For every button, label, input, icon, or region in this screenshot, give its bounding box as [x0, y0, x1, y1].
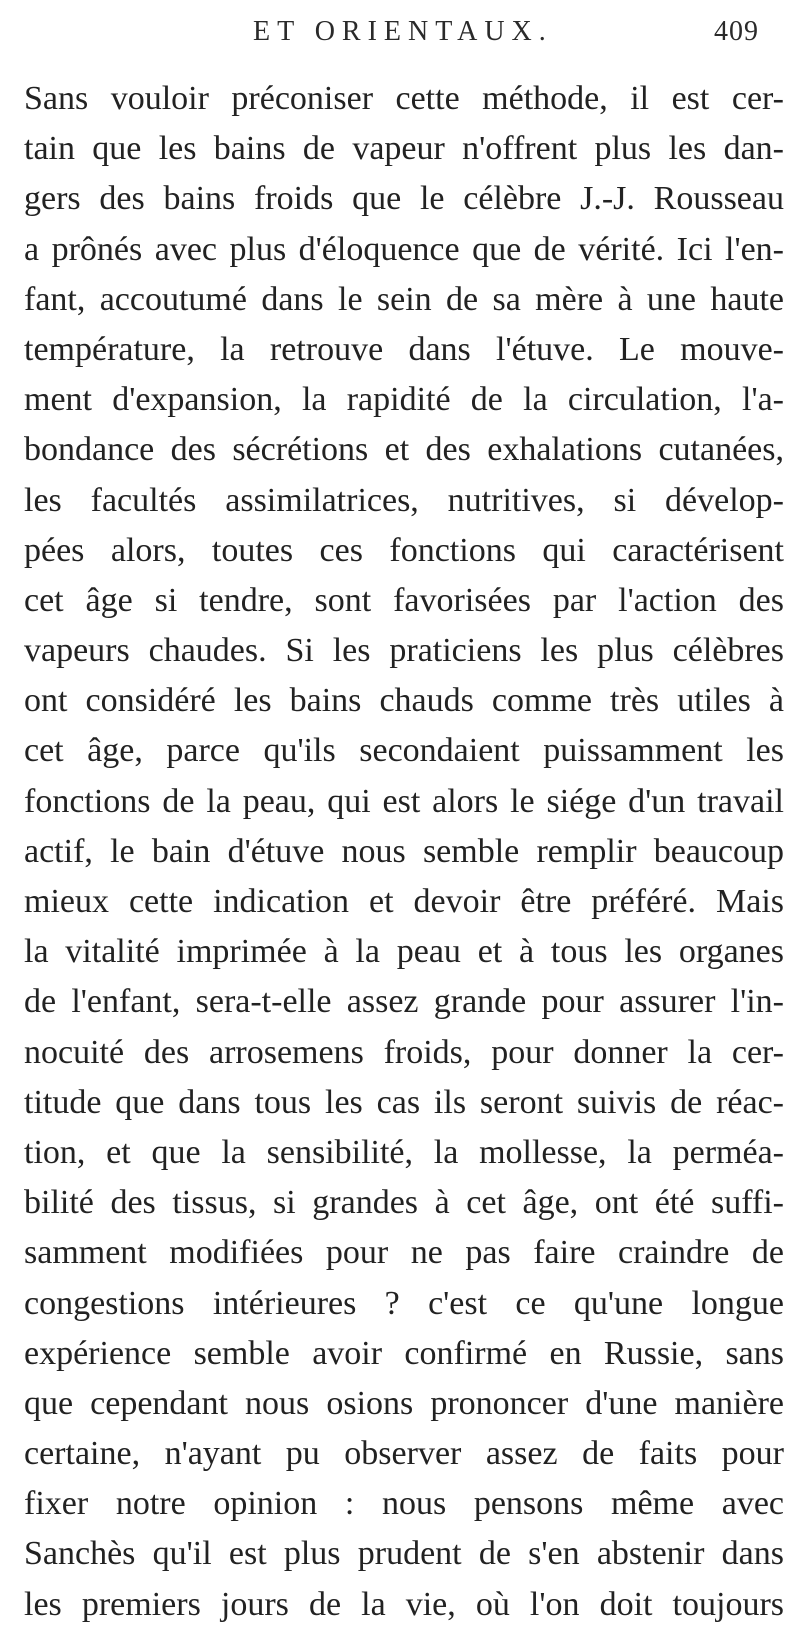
- text-line: bondance des sécrétions et des exhalations cutanées,: [24, 431, 784, 469]
- text-line: bilité des tissus, si grandes à cet âge, ont été suffi-: [24, 1184, 784, 1222]
- text-line: Sans vouloir préconiser cette méthode, il est cer-: [24, 80, 784, 117]
- text-line: certaine, n'ayant pu observer assez de faits pour: [24, 1435, 784, 1473]
- text-line: nocuité des arrosemens froids, pour donner la cer-: [24, 1033, 784, 1071]
- text-line: température, la retrouve dans l'étuve. Le mouve-: [24, 330, 784, 368]
- text-line: cet âge si tendre, sont favorisées par l'action des: [24, 581, 784, 619]
- text-line: tain que les bains de vapeur n'offrent plus les dan-: [24, 130, 784, 168]
- text-line: que cependant nous osions prononcer d'une manière: [24, 1384, 784, 1422]
- text-line: fant, accoutumé dans le sein de sa mère à une haute: [24, 280, 784, 318]
- text-line: Sanchès qu'il est plus prudent de s'en abstenir dans: [24, 1535, 784, 1573]
- text-line: fixer notre opinion : nous pensons même avec: [24, 1485, 784, 1523]
- text-line: a prônés avec plus d'éloquence que de vérité. Ici l'en-: [24, 230, 784, 268]
- text-line: congestions intérieures ? c'est ce qu'une longue: [24, 1284, 784, 1322]
- text-line: les facultés assimilatrices, nutritives, si dévelop-: [24, 481, 784, 519]
- text-line: samment modifiées pour ne pas faire craindre de: [24, 1234, 784, 1272]
- text-line: tion, et que la sensibilité, la mollesse, la perméa-: [24, 1133, 784, 1171]
- text-line: la vitalité imprimée à la peau et à tous les organes: [24, 933, 784, 971]
- text-line: ont considéré les bains chauds comme très utiles à: [24, 682, 784, 720]
- running-head: ET ORIENTAUX.: [253, 16, 553, 47]
- page-number: 409: [714, 16, 759, 47]
- text-line: les premiers jours de la vie, où l'on doit toujours: [24, 1585, 784, 1623]
- text-line: expérience semble avoir confirmé en Russie, sans: [24, 1334, 784, 1372]
- text-line: de l'enfant, sera-t-elle assez grande pour assurer l'in-: [24, 983, 784, 1021]
- text-line: gers des bains froids que le célèbre J.-J. Rousseau: [24, 180, 784, 218]
- text-line: fonctions de la peau, qui est alors le siége d'un travail: [24, 782, 784, 820]
- text-line: actif, le bain d'étuve nous semble remplir beaucoup: [24, 832, 784, 870]
- page-header: [0, 16, 800, 80]
- body-text: [24, 74, 784, 1630]
- text-line: ment d'expansion, la rapidité de la circulation, l'a-: [24, 381, 784, 419]
- text-line: cet âge, parce qu'ils secondaient puissamment les: [24, 732, 784, 770]
- text-line: titude que dans tous les cas ils seront suivis de réac-: [24, 1083, 784, 1121]
- text-line: pées alors, toutes ces fonctions qui caractérisent: [24, 531, 784, 569]
- text-line: vapeurs chaudes. Si les praticiens les plus célèbres: [24, 632, 784, 670]
- text-line: mieux cette indication et devoir être préféré. Mais: [24, 883, 784, 920]
